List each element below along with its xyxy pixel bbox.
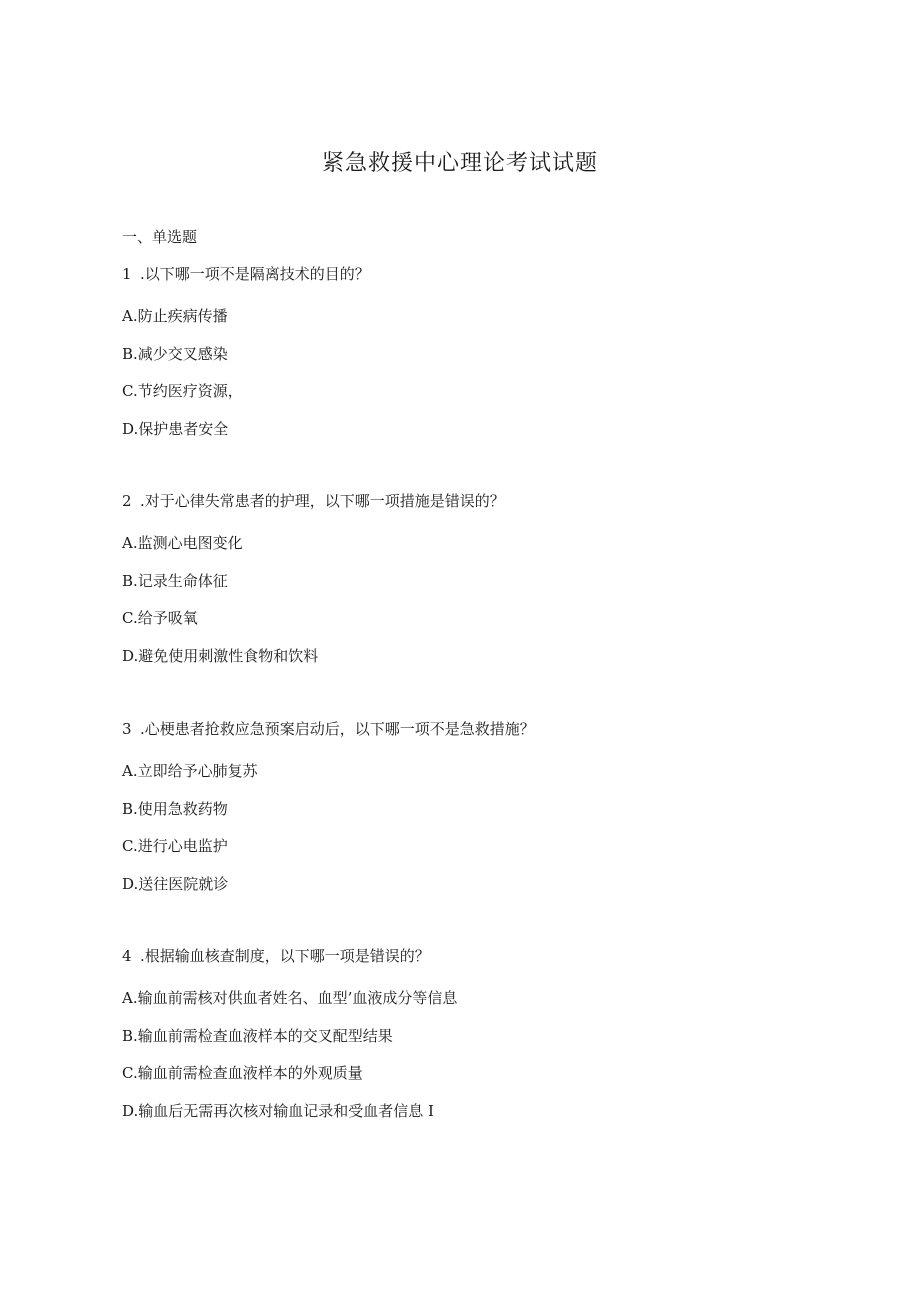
question-number: 1 xyxy=(122,265,132,283)
question-number: 2 xyxy=(122,492,132,510)
option-c: C.输血前需检查血液样本的外观质量 xyxy=(122,1064,363,1082)
question-4 xyxy=(122,945,822,1122)
question-stem xyxy=(122,718,822,740)
option-list xyxy=(122,760,822,895)
option-d: D.送往医院就诊 xyxy=(122,874,229,893)
option-d: D.输血后无需再次核对输血记录和受血者信息 I xyxy=(122,1101,434,1120)
section-heading: 一、单选题 xyxy=(122,228,198,246)
question-text: .心梗患者抢救应急预案启动后，以下哪一项不是急救措施？ xyxy=(140,720,535,738)
option-b: B.减少交叉感染 xyxy=(122,344,228,363)
option-b: B.使用急救药物 xyxy=(122,799,228,818)
question-2 xyxy=(122,490,822,667)
question-text: .根据输血核查制度，以下哪一项是错误的？ xyxy=(140,947,430,965)
question-text: .对于心律失常患者的护理，以下哪一项措施是错误的？ xyxy=(140,492,505,510)
option-a: A.防止疾病传播 xyxy=(122,307,228,325)
option-a: A.立即给予心肺复苏 xyxy=(122,762,258,780)
option-b: B.输血前需检查血液样本的交叉配型结果 xyxy=(122,1026,393,1045)
option-a: A.输血前需核对供血者姓名、血型’血液成分等信息 xyxy=(122,989,458,1007)
option-list xyxy=(122,305,822,440)
option-d: D.避免使用刺激性食物和饮料 xyxy=(122,646,319,665)
question-text: .以下哪一项不是隔离技术的目的？ xyxy=(140,265,370,283)
question-number: 3 xyxy=(122,720,132,738)
question-stem xyxy=(122,490,822,512)
question-stem xyxy=(122,945,822,967)
option-d: D.保护患者安全 xyxy=(122,419,229,438)
question-number: 4 xyxy=(122,947,132,965)
option-c: C.节约医疗资源， xyxy=(122,382,243,400)
option-a: A.监测心电图变化 xyxy=(122,534,243,552)
question-3 xyxy=(122,718,822,895)
question-stem xyxy=(122,263,822,285)
option-c: C.给予吸氧 xyxy=(122,609,198,627)
question-1 xyxy=(122,263,822,440)
exam-title: 紧急救援中心理论考试试题 xyxy=(321,151,598,176)
option-c: C.进行心电监护 xyxy=(122,837,228,855)
option-b: B.记录生命体征 xyxy=(122,571,228,590)
option-list xyxy=(122,532,822,667)
option-list xyxy=(122,987,822,1122)
